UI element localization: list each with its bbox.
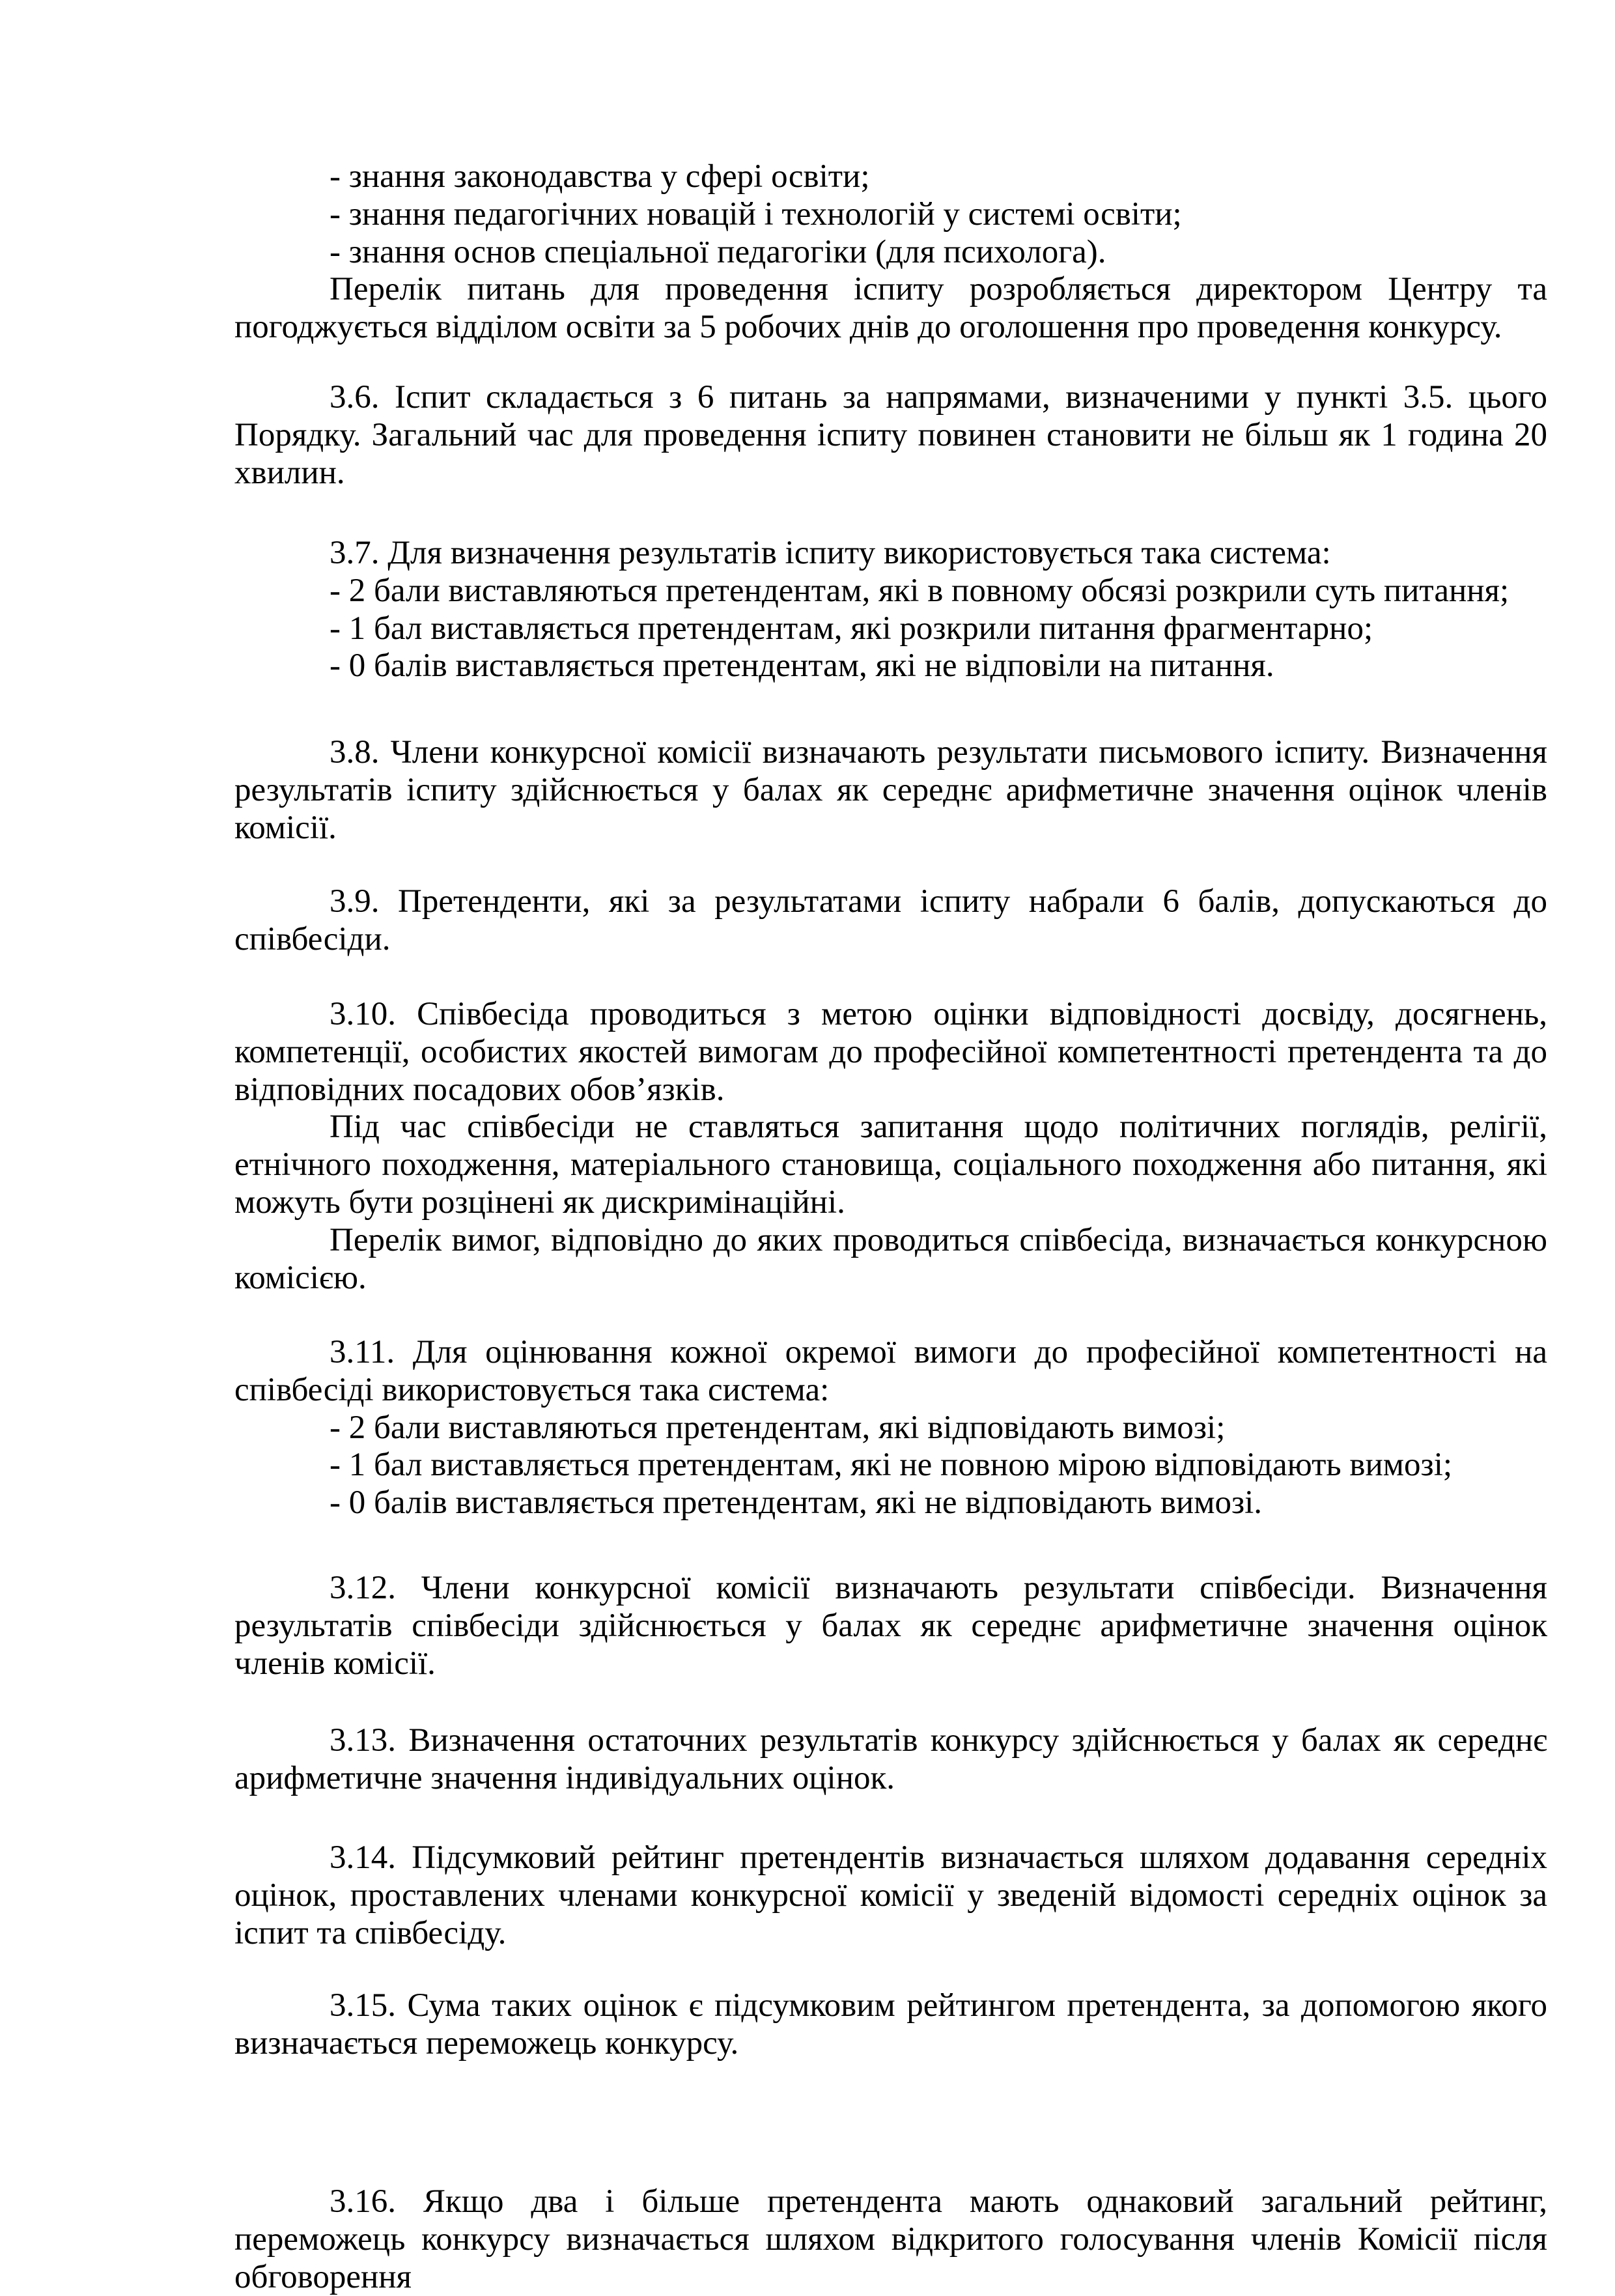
list-item: - 1 бал виставляється претендентам, які розкрили питання фрагментарно; [330,610,1373,647]
section-3-9 [234,883,1547,959]
paragraph: Перелік питань для проведення іспиту розробляється директором Центру та погоджується відділом освіти за 5 робочих днів до оголошення про проведення конкурсу. [234,271,1547,346]
paragraph: 3.9. Претенденти, які за результатами іспиту набрали 6 балів, допускаються до співбесіди. [234,883,1547,957]
list-item: - знання законодавства у сфері освіти; [330,158,870,195]
section-3-8 [234,734,1547,847]
list-item: - 0 балів виставляється претендентам, які не відповідають вимозі. [330,1484,1263,1522]
list-item: - 0 балів виставляється претендентам, які не відповіли на питання. [330,647,1274,685]
section-3-16 [234,2183,1547,2296]
paragraph: 3.11. Для оцінювання кожної окремої вимоги до професійної компетентності на співбесіді використовується така система: [234,1334,1547,1408]
paragraph: 3.6. Іспит складається з 6 питань за напрямами, визначеними у пункті 3.5. цього Порядку. Загальний час для проведення іспиту повинен становити не більш як 1 година 20 хвилин. [234,379,1547,491]
section-3-13 [234,1722,1547,1798]
paragraph: Перелік вимог, відповідно до яких проводиться співбесіда, визначається конкурсною комісією. [234,1221,1547,1296]
paragraph: 3.12. Члени конкурсної комісії визначають результати співбесіди. Визначення результатів співбесіди здійснюється у балах як середнє арифметичне значення оцінок членів комісії. [234,1570,1547,1682]
paragraph: 3.8. Члени конкурсної комісії визначають результати письмового іспиту. Визначення результатів іспиту здійснюється у балах як середнє арифметичне значення оцінок членів комісії. [234,734,1547,846]
paragraph: 3.16. Якщо два і більше претендента мають однаковий загальний рейтинг, переможець конкурсу визначається шляхом відкритого голосування членів Комісії після обговорення [234,2183,1547,2295]
list-item: - 2 бали виставляються претендентам, які в повному обсязі розкрили суть питання; [330,572,1510,609]
paragraph: 3.7. Для визначення результатів іспиту використовується така система: [330,535,1331,571]
paragraph: Під час співбесіди не ставляться запитання щодо політичних поглядів, релігії, етнічного походження, матеріального становища, соціального походження або питання, які можуть бути розцінені як дискримінаційні. [234,1109,1547,1221]
paragraph: 3.10. Співбесіда проводиться з метою оцінки відповідності досвіду, досягнень, компетенції, особистих якостей вимогам до професійної компетентності претендента та до відповідних посадових обов’язків. [234,996,1547,1108]
list-item: - 2 бали виставляються претендентам, які відповідають вимозі; [330,1409,1226,1446]
paragraph: 3.15. Сума таких оцінок є підсумковим рейтингом претендента, за допомогою якого визначається переможець конкурсу. [234,1987,1547,2062]
section-3-15 [234,1987,1547,2063]
paragraph: 3.14. Підсумковий рейтинг претендентів визначається шляхом додавання середніх оцінок, проставлених членами конкурсної комісії у зведеній відомості середніх оцінок за іспит та співбесіду. [234,1839,1547,1951]
section-3-6 [234,379,1547,492]
list-item: - 1 бал виставляється претендентам, які не повною мірою відповідають вимозі; [330,1447,1453,1484]
section-3-12 [234,1570,1547,1682]
list-item: - знання педагогічних новацій і технологій у системі освіти; [330,195,1182,233]
paragraph: 3.13. Визначення остаточних результатів конкурсу здійснюється у балах як середнє арифметичне значення індивідуальних оцінок. [234,1722,1547,1796]
intro-section [234,158,1547,347]
section-3-14 [234,1839,1547,1952]
section-3-7 [234,535,1547,685]
list-item: - знання основ спеціальної педагогіки (для психолога). [330,233,1106,270]
section-3-10 [234,996,1547,1297]
section-3-11 [234,1334,1547,1522]
